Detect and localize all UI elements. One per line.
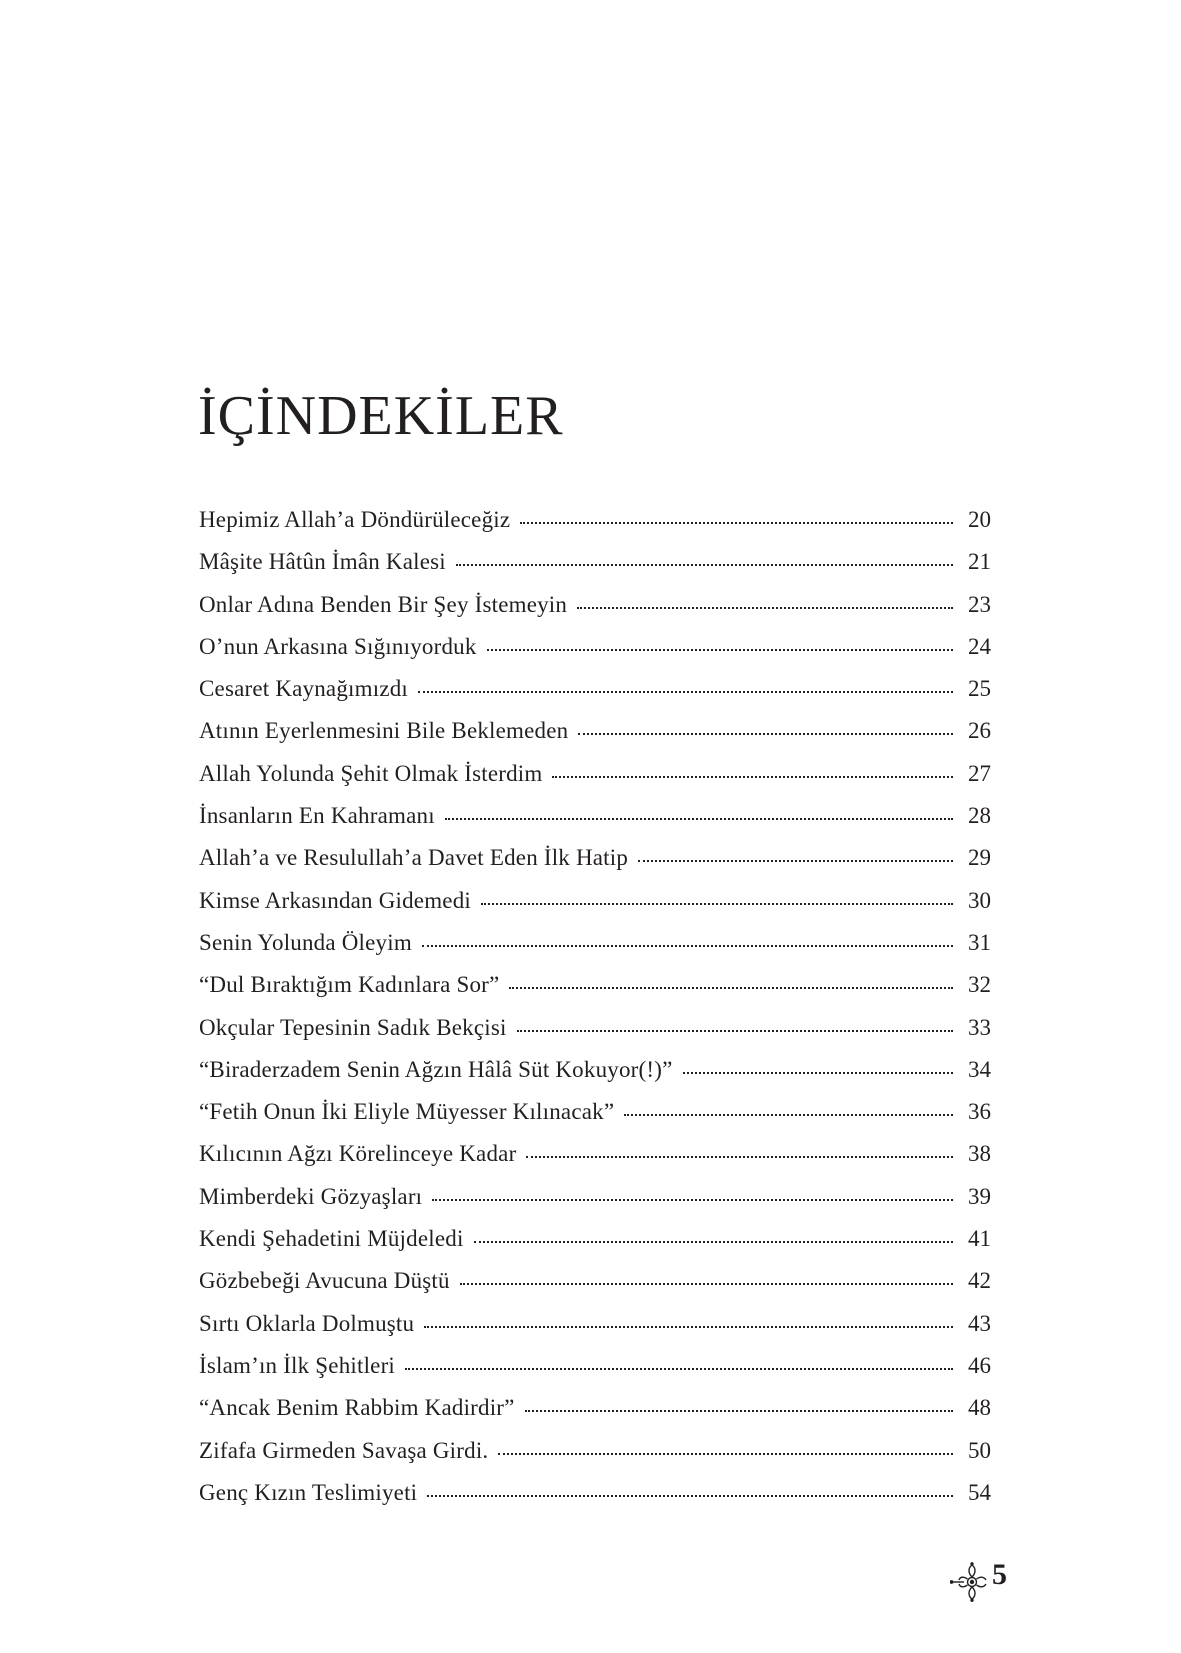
toc-entry-page: 25 — [968, 676, 991, 702]
toc-entry — [199, 804, 991, 846]
toc-entry-page: 43 — [968, 1310, 991, 1336]
toc-entry-page: 32 — [968, 972, 991, 998]
toc-entry-title: “Biraderzadem Senin Ağzın Hâlâ Süt Kokuyor(!)” — [199, 1056, 673, 1082]
toc-leader-dots — [624, 1114, 953, 1116]
toc-entry-title: Allah Yolunda Şehit Olmak İsterdim — [199, 760, 543, 786]
toc-entry-title: Hepimiz Allah’a Döndürüleceğiz — [199, 507, 511, 532]
toc-entry-title: Gözbebeği Avucuna Düştü — [199, 1268, 450, 1294]
toc-entry-page: 26 — [968, 718, 991, 744]
toc-entry — [199, 1100, 991, 1142]
toc-entry-title: Cesaret Kaynağımızdı — [199, 676, 409, 702]
toc-leader-dots — [525, 1410, 953, 1412]
toc-leader-dots — [638, 860, 953, 862]
toc-entry — [199, 677, 991, 719]
toc-leader-dots — [460, 1283, 953, 1285]
toc-leader-dots — [405, 1368, 953, 1370]
toc-entry-title: Sırtı Oklarla Dolmuştu — [199, 1310, 415, 1336]
toc-leader-dots — [517, 1030, 953, 1032]
toc-entry-title: “Dul Bıraktığım Kadınlara Sor” — [199, 972, 500, 998]
toc-leader-dots — [487, 649, 953, 651]
toc-leader-dots — [683, 1072, 953, 1074]
toc-entry-title: O’nun Arkasına Sığınıyorduk — [199, 633, 477, 659]
toc-entry-page: 46 — [968, 1352, 991, 1378]
toc-leader-dots — [526, 1156, 953, 1158]
toc-entry-page: 39 — [968, 1183, 991, 1209]
toc-entry — [199, 1269, 991, 1311]
toc-entry — [199, 1142, 991, 1184]
toc-entry-page: 31 — [968, 929, 991, 955]
toc-entry-title: Genç Kızın Teslimiyeti — [199, 1479, 418, 1505]
toc-entry-title: Zifafa Girmeden Savaşa Girdi. — [199, 1437, 489, 1463]
toc-entry — [199, 889, 991, 931]
toc-entry-page: 54 — [968, 1479, 991, 1505]
toc-entry-title: Kimse Arkasından Gidemedi — [199, 887, 472, 913]
table-of-contents — [199, 508, 991, 1523]
toc-entry-title: Onlar Adına Benden Bir Şey İstemeyin — [199, 591, 568, 617]
toc-entry-page: 21 — [968, 549, 991, 575]
toc-entry-page: 30 — [968, 887, 991, 913]
toc-entry-page: 41 — [968, 1226, 991, 1252]
toc-entry-page: 33 — [968, 1014, 991, 1040]
toc-entry — [199, 1185, 991, 1227]
toc-leader-dots — [552, 776, 953, 778]
toc-entry-title: İslam’ın İlk Şehitleri — [199, 1352, 396, 1378]
toc-entry-page: 23 — [968, 591, 991, 617]
toc-leader-dots — [520, 522, 953, 524]
toc-entry — [199, 1312, 991, 1354]
toc-entry-title: Mâşite Hâtûn İmân Kalesi — [199, 549, 446, 575]
toc-leader-dots — [456, 564, 953, 566]
toc-entry — [199, 635, 991, 677]
toc-entry-page: 36 — [968, 1099, 991, 1125]
toc-leader-dots — [498, 1453, 953, 1455]
toc-leader-dots — [418, 691, 953, 693]
toc-entry-page: 27 — [968, 760, 991, 786]
floral-ornament-icon — [950, 1562, 994, 1602]
toc-entry-title: Atının Eyerlenmesini Bile Beklemeden — [199, 718, 569, 744]
toc-leader-dots — [474, 1241, 953, 1243]
toc-entry-page: 24 — [968, 633, 991, 659]
toc-leader-dots — [481, 903, 953, 905]
toc-entry — [199, 1439, 991, 1481]
toc-entry — [199, 719, 991, 761]
toc-entry — [199, 762, 991, 804]
toc-entry-page: 38 — [968, 1141, 991, 1167]
toc-leader-dots — [509, 987, 953, 989]
toc-leader-dots — [445, 818, 953, 820]
toc-entry — [199, 508, 991, 550]
toc-leader-dots — [577, 607, 953, 609]
toc-entry — [199, 1227, 991, 1269]
toc-entry-title: “Ancak Benim Rabbim Kadirdir” — [199, 1395, 515, 1421]
toc-entry-title: Allah’a ve Resulullah’a Davet Eden İlk Hatip — [199, 845, 629, 871]
toc-leader-dots — [424, 1326, 953, 1328]
toc-entry-page: 48 — [968, 1395, 991, 1421]
toc-entry — [199, 931, 991, 973]
page-title: İÇİNDEKİLER — [198, 385, 564, 447]
toc-entry — [199, 593, 991, 635]
toc-entry — [199, 1016, 991, 1058]
toc-entry — [199, 973, 991, 1015]
toc-entry-page: 28 — [968, 803, 991, 829]
toc-entry-title: İnsanların En Kahramanı — [199, 803, 435, 829]
toc-entry — [199, 1481, 991, 1523]
toc-entry-page: 42 — [968, 1268, 991, 1294]
toc-entry-page: 29 — [968, 845, 991, 871]
toc-entry-title: Senin Yolunda Öleyim — [199, 929, 412, 955]
toc-entry — [199, 1354, 991, 1396]
toc-leader-dots — [422, 945, 953, 947]
toc-entry-title: “Fetih Onun İki Eliyle Müyesser Kılınacak” — [199, 1099, 615, 1125]
toc-entry-page: 34 — [968, 1056, 991, 1082]
toc-leader-dots — [432, 1199, 953, 1201]
toc-entry-title: Mimberdeki Gözyaşları — [199, 1183, 423, 1209]
toc-entry-page: 20 — [968, 507, 991, 532]
toc-entry — [199, 1396, 991, 1438]
toc-entry-title: Kendi Şehadetini Müjdeledi — [199, 1226, 464, 1252]
toc-leader-dots — [427, 1495, 953, 1497]
page-number: 5 — [992, 1558, 1007, 1591]
toc-entry — [199, 550, 991, 592]
toc-entry-page: 50 — [968, 1437, 991, 1463]
toc-entry — [199, 846, 991, 888]
toc-entry — [199, 1058, 991, 1100]
toc-entry-title: Okçular Tepesinin Sadık Bekçisi — [199, 1014, 507, 1040]
toc-entry-title: Kılıcının Ağzı Körelinceye Kadar — [199, 1141, 517, 1167]
toc-leader-dots — [578, 733, 953, 735]
